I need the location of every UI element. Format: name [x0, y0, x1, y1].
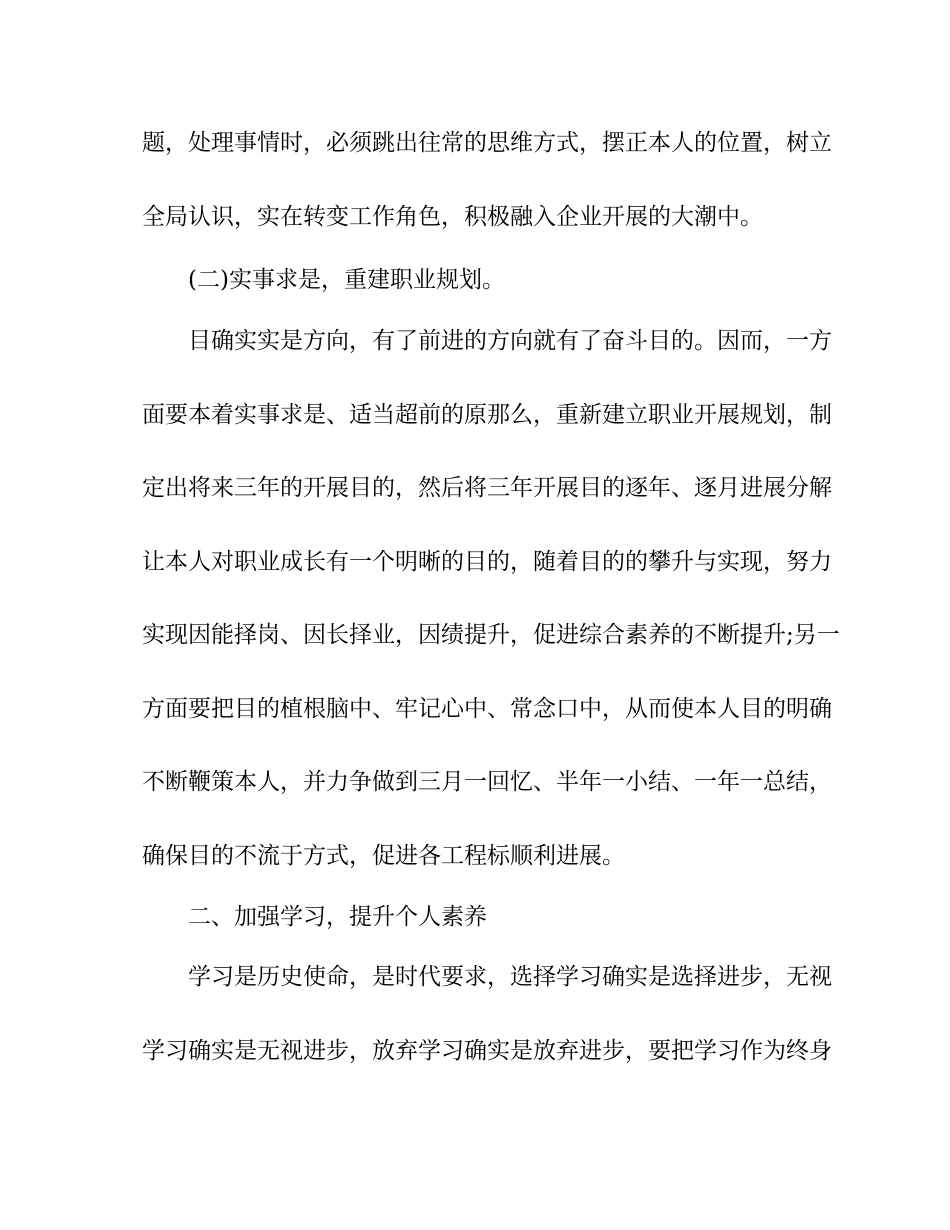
section-heading-2-1: (二)实事求是，重建职业规划。: [188, 267, 505, 293]
text-line-14: 学习确实是无视进步，放弃学习确实是放弃进步，要把学习作为终身: [142, 1038, 832, 1064]
text-line-4: 目确实实是方向，有了前进的方向就有了奋斗目的。因而，一方: [188, 328, 832, 354]
text-line-1: 题，处理事情时，必须跳出往常的思维方式，摆正本人的位置，树立: [142, 130, 832, 156]
text-line-9: 方面要把目的植根脑中、牢记心中、常念口中，从而使本人目的明确: [142, 696, 832, 722]
text-line-10: 不断鞭策本人，并力争做到三月一回忆、半年一小结、一年一总结，: [142, 769, 832, 795]
text-line-13: 学习是历史使命，是时代要求，选择学习确实是选择进步，无视: [188, 964, 832, 990]
section-heading-2: 二、加强学习，提升个人素养: [188, 904, 487, 930]
text-line-2: 全局认识，实在转变工作角色，积极融入企业开展的大潮中。: [142, 204, 763, 230]
text-line-8: 实现因能择岗、因长择业，因绩提升，促进综合素养的不断提升;另一: [142, 622, 840, 648]
text-line-7: 让本人对职业成长有一个明晰的目的，随着目的的攀升与实现，努力: [142, 549, 832, 575]
text-line-11: 确保目的不流于方式，促进各工程标顺利进展。: [142, 843, 625, 869]
text-line-5: 面要本着实事求是、适当超前的原那么，重新建立职业开展规划，制: [142, 402, 832, 428]
text-line-6: 定出将来三年的开展目的，然后将三年开展目的逐年、逐月进展分解: [142, 475, 832, 501]
